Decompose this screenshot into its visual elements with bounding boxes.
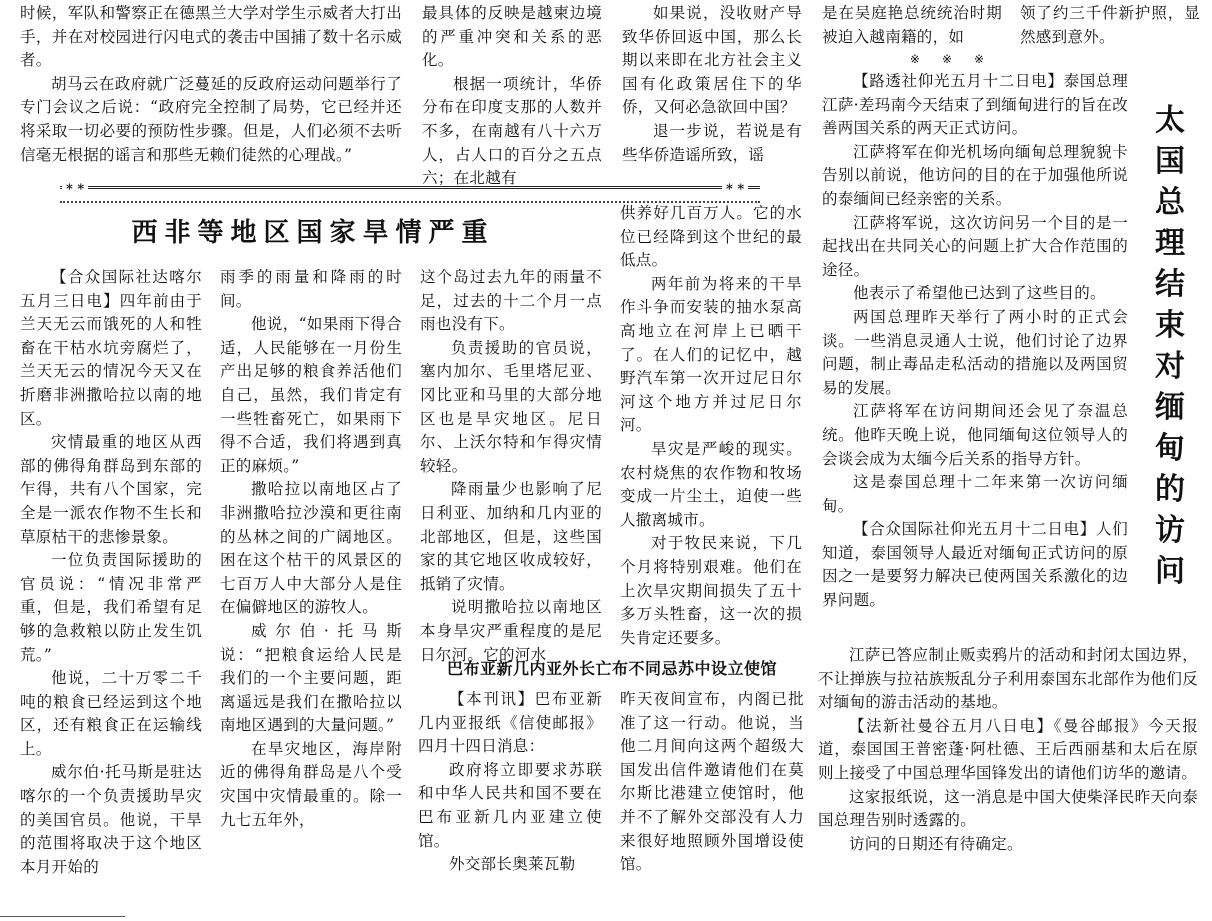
paragraph: 两国总理昨天举行了两小时的正式会谈。一些消息灵通人士说，他们讨论了边界问题，制止毒品走私活动的措施以及两国贸易的发展。 xyxy=(822,307,1128,397)
title-char: 束 xyxy=(1155,308,1185,343)
paragraph: 雨季的雨量和降雨的时间。 xyxy=(220,268,402,310)
paragraph: 威尔伯·托马斯是驻达喀尔的一个负责援助旱灾的美国官员。他说，干旱的范围将取决于这个地区本月开始的 xyxy=(20,763,202,876)
paragraph: 他说，“如果雨下得合适，人民能够在一月份生产出足够的粮食养活他们自己，虽然，我们肯定有一些牲畜死亡，如果雨下得不合适，我们将遇到真正的麻烦。” xyxy=(220,315,402,475)
title-char: 缅 xyxy=(1155,390,1185,425)
thai-article-body-wide xyxy=(818,644,1198,868)
paragraph: 外交部长奥莱瓦勒 xyxy=(449,855,576,874)
paragraph: 旱灾是严峻的现实。农村烧焦的农作物和牧场变成一片尘土，迫使一些人撤离城市。 xyxy=(620,439,802,529)
title-char: 访 xyxy=(1155,513,1185,548)
drought-column-4 xyxy=(620,202,802,646)
paragraph: 威尔伯·托马斯说：“把粮食运给人民是我们的一个主要问题，距离遥远是我们在撒哈拉以南地区遇到的大量问题。” xyxy=(220,621,402,735)
paragraph: 这家报纸说，这一消息是中国大使柴泽民昨天向泰国总理告别时透露的。 xyxy=(818,787,1198,830)
drought-column-3 xyxy=(420,266,602,664)
title-char: 结 xyxy=(1155,267,1185,302)
paragraph: 江萨将军说，这次访问另一个目的是一起找出在共同关心的问题上扩大合作范围的途径。 xyxy=(822,213,1128,279)
top-mid1-column xyxy=(422,2,602,188)
paragraph: 领了约三千件新护照，显然感到意外。 xyxy=(1020,4,1200,46)
paragraph: 昨天夜间宣布，内阁已批准了这一行动。他说，当他二月间向这两个超级大国发出信件邀请他们在莫尔斯比港建立使馆时，他并不了解外交部没有人力来很好地照顾外国增设使馆。 xyxy=(620,690,804,874)
paragraph: 灾情最重的地区从西部的佛得角群岛到东部的乍得，共有八个国家，完全是一派农作物不生长和草原枯干的悲惨景象。 xyxy=(20,433,202,546)
paragraph: 最具体的反映是越柬边境的严重冲突和关系的恶化。 xyxy=(422,4,602,70)
paragraph: 【法新社曼谷五月八日电】《曼谷邮报》今天报道，泰国国王普密蓬·阿杜德、王后西丽基和太后在原则上接受了中国总理华国锋发出的请他们访华的邀请。 xyxy=(818,716,1198,782)
top-mid2-column xyxy=(622,2,802,180)
top-left-column xyxy=(20,2,402,180)
paragraph: 这个岛过去九年的雨量不足，过去的十二个月一点雨也没有下。 xyxy=(420,268,602,334)
paragraph: 根据一项统计，华侨分布在印度支那的人数并不多，在南越有八十六万人，占人口的百分之五点六；在北越有 xyxy=(422,74,602,188)
top-right-fragment-a xyxy=(822,2,1002,52)
paragraph: 【合众国际社仰光五月十二日电】人们知道，泰国领导人最近对缅甸正式访问的原因之一是要努力解决已使两国关系激化的边界问题。 xyxy=(822,520,1128,610)
paragraph: 在旱灾地区，海岸附近的佛得角群岛是八个受灾国中灾情最重的。除一九七五年外， xyxy=(220,739,402,829)
paragraph: 一位负责国际援助的官员说：“情况非常严重，但是，我们希望有足够的急救粮以防止发生饥荒。” xyxy=(20,551,202,664)
title-char: 理 xyxy=(1155,226,1185,261)
paragraph: 两年前为将来的干旱作斗争而安装的抽水泵高高地立在河岸上已晒干了。在人们的记忆中，越野汽车第一次开过尼日尔河这个地方并过尼日尔河。 xyxy=(620,274,802,435)
headline-drought: 西非等地区国家旱情严重 xyxy=(131,218,495,248)
title-char: 甸 xyxy=(1155,431,1185,466)
paragraph: 他说，二十万零二千吨的粮食已经运到这个地区，还有粮食正在运输线上。 xyxy=(20,669,202,758)
drought-column-2 xyxy=(220,266,402,866)
paragraph: 政府将立即要求苏联和中华人民共和国不要在巴布亚新几内亚建立使馆。 xyxy=(418,760,602,850)
paragraph: 撒哈拉以南地区占了非洲撒哈拉沙漠和更往南的丛林之间的广阔地区。困在这个枯干的风景区的七百万人中大部分人是住在偏僻地区的游牧人。 xyxy=(220,480,402,617)
paragraph: 【合众国际社达喀尔五月三日电】四年前由于兰天无云而饿死的人和牲畜在干枯水坑旁腐烂了，兰天无云的情况今天又在折磨非洲撒哈拉以南的地区。 xyxy=(20,268,202,428)
paragraph: 降雨量少也影响了尼日利亚、加纳和几内亚的北部地区，但是，这些国家的其它地区收成较好，抵销了灾情。 xyxy=(420,480,602,593)
paragraph: 退一步说，若说是有些华侨造谣所致，谣 xyxy=(622,121,802,164)
ornament-star-right: * * xyxy=(722,182,748,197)
paragraph: 这是泰国总理十二年来第一次访问缅甸。 xyxy=(822,473,1128,515)
headline-thai-pm-visit xyxy=(1148,100,1192,592)
paragraph: 是在吴庭艳总统统治时期被迫入越南籍的，如 xyxy=(822,4,1002,46)
paragraph: 如果说，没收财产导致华侨回返中国，那么长期以来即在北方社会主义国有化政策居住下的华侨，又何必急欲回中国？ xyxy=(622,4,802,117)
paragraph: 说明撒哈拉以南地区本身旱灾严重程度的是尼日尔河。它的河水 xyxy=(420,598,602,664)
headline-png-embassy: 巴布亚新几内亚外长亡布不同忌苏中设立使馆 xyxy=(446,659,777,678)
title-char: 的 xyxy=(1155,472,1185,507)
paragraph: 【路透社仰光五月十二日电】泰国总理江萨·差玛南今天结束了到缅甸进行的旨在改善两国关系的两天正式访问。 xyxy=(822,72,1128,138)
paragraph: 【本刊讯】巴布亚新几内亚报纸《信使邮报》四月十四日消息： xyxy=(418,690,602,756)
paragraph: 胡马云在政府就广泛蔓延的反政府运动问题举行了专门会议之后说：“政府完全控制了局势，它已经并还将采取一切必要的预防性步骤。但是，人们必须不去听信毫无根据的谣言和那些无赖们徒然的心理战。” xyxy=(20,74,402,164)
page-bottom-rule xyxy=(0,916,125,917)
png-column-2 xyxy=(620,688,804,874)
paragraph: 江萨已答应制止贩卖鸦片的活动和封闭太国边界，不让掸族与拉祜族叛乱分子利用泰国东北部作为他们反对缅甸的游击活动的基地。 xyxy=(818,646,1198,712)
paragraph: 时候，军队和警察正在德黑兰大学对学生示威者大打出手，并在对校园进行闪电式的袭击中国捕了数十名示威者。 xyxy=(20,4,402,70)
top-right-fragment-b xyxy=(1020,2,1200,52)
title-char: 总 xyxy=(1155,185,1185,220)
title-char: 对 xyxy=(1155,349,1185,384)
ornament-star-left: * * xyxy=(62,182,88,197)
paragraph: 供养好几百万人。它的水位已经降到这个世纪的最低点。 xyxy=(620,204,802,270)
paragraph: 江萨将军在访问期间还会见了奈温总统。他昨天晚上说，他同缅甸这位领导人的会谈会成为太缅今后关系的指导方针。 xyxy=(822,402,1128,468)
section-separator-ornament: ※※※ xyxy=(909,52,1007,66)
paragraph: 负责援助的官员说，塞内加尔、毛里塔尼亚、冈比亚和马里的大部分地区也是旱灾地区。尼日尔、上沃尔特和乍得灾情较轻。 xyxy=(420,338,602,475)
ornamental-rule xyxy=(60,186,760,203)
paragraph: 他表示了希望他已达到了这些目的。 xyxy=(853,284,1106,303)
title-char: 太 xyxy=(1155,103,1185,138)
drought-column-1 xyxy=(20,266,202,876)
title-char: 国 xyxy=(1155,144,1185,179)
paragraph: 对于牧民来说，下几个月将特别艰难。他们在上次旱灾期间损失了五十多万头牲畜，这一次的损失肯定还要多。 xyxy=(620,534,802,647)
paragraph: 江萨将军在仰光机场向缅甸总理貌貌卡告别以前说，他访问的目的在于加强他所说的泰缅间已经亲密的关系。 xyxy=(822,142,1128,208)
title-char: 问 xyxy=(1155,554,1185,589)
thai-article-body xyxy=(822,70,1128,688)
png-column-1 xyxy=(418,688,602,874)
paragraph: 访问的日期还有待确定。 xyxy=(849,834,1023,853)
